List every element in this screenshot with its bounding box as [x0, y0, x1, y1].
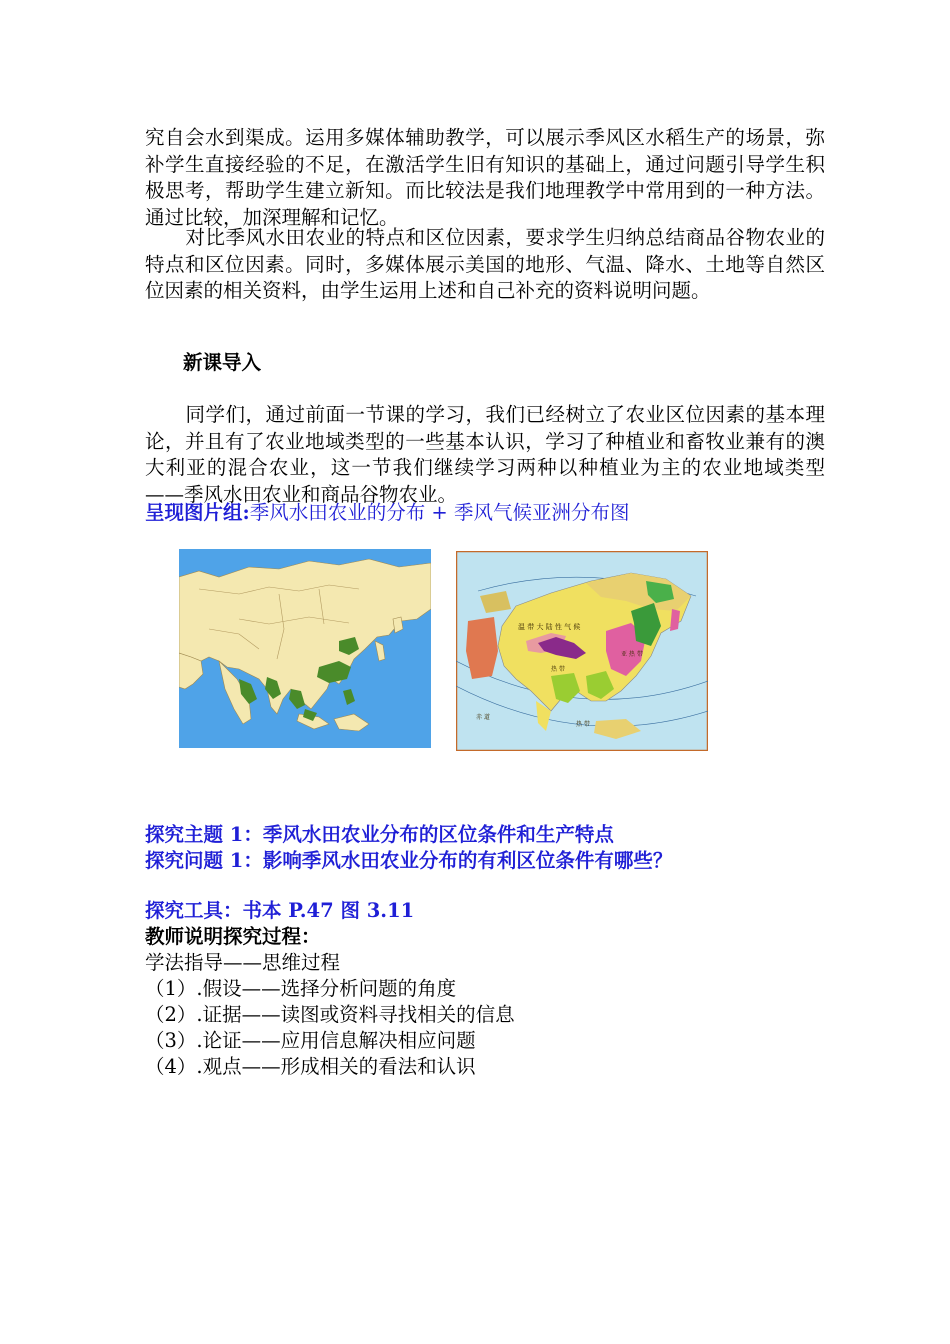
paragraph-teaching-method: 究自会水到渠成。运用多媒体辅助教学，可以展示季风区水稻生产的场景，弥补学生直接经验的不足，在激活学生旧有知识的基础上，通过问题引导学生积极思考，帮助学生建立新知。而比较法是我们地理教学中常用到的一种方法。通过比较，加深理解和记忆。 [145, 126, 825, 229]
label-equator: 赤 道 [476, 714, 490, 721]
present-text: 季风水田农业的分布 + 季风气候亚洲分布图 [249, 501, 630, 524]
paragraph-intro [145, 402, 825, 508]
method-step-3: （3）.论证——应用信息解决相应问题 [145, 1029, 476, 1052]
label-tropical-1: 热 带 [551, 666, 565, 673]
asia-climate-map-graphic [456, 551, 708, 751]
rice-distribution-map-graphic [179, 549, 431, 748]
paragraph-intro-text: 同学们，通过前面一节课的学习，我们已经树立了农业区位因素的基本理论，并且有了农业地域类型的一些基本认识，学习了种植业和畜牧业兼有的澳大利亚的混合农业，这一节我们继续学习两种以种植业为主的农业地域类型——季风水田农业和商品谷物农业。 [145, 403, 825, 506]
label-subtropical: 亚 热 带 [621, 651, 643, 658]
asia-climate-map [456, 551, 708, 751]
present-label: 呈现图片组: [145, 501, 250, 524]
method-step-2: （2）.证据——读图或资料寻找相关的信息 [145, 1003, 515, 1026]
method-title: 学法指导——思维过程 [145, 951, 341, 974]
paragraph-comparison-text: 对比季风水田农业的特点和区位因素，要求学生归纳总结商品谷物农业的特点和区位因素。同时，多媒体展示美国的地形、气温、降水、土地等自然区位因素的相关资料，由学生运用上述和自己补充的资料说明问题。 [145, 226, 825, 302]
method-step-4: （4）.观点——形成相关的看法和认识 [145, 1055, 476, 1078]
label-tropical-2: 热 带 [576, 721, 590, 728]
intro-heading: 新课导入 [183, 351, 262, 374]
label-temperate: 温 带 大 陆 性 气 候 [518, 623, 581, 631]
inquiry-topic-1: 探究主题 1：季风水田农业分布的区位条件和生产特点 [145, 823, 614, 846]
paragraph-comparison [145, 225, 825, 305]
rice-distribution-map [179, 549, 431, 748]
present-images-line [145, 500, 629, 526]
inquiry-tool: 探究工具：书本 P.47 图 3.11 [145, 899, 415, 922]
inquiry-question-1: 探究问题 1：影响季风水田农业分布的有利区位条件有哪些？ [145, 849, 673, 872]
teacher-explain-heading: 教师说明探究过程： [145, 925, 321, 948]
method-step-1: （1）.假设——选择分析问题的角度 [145, 977, 457, 1000]
method-guide [145, 950, 515, 1080]
